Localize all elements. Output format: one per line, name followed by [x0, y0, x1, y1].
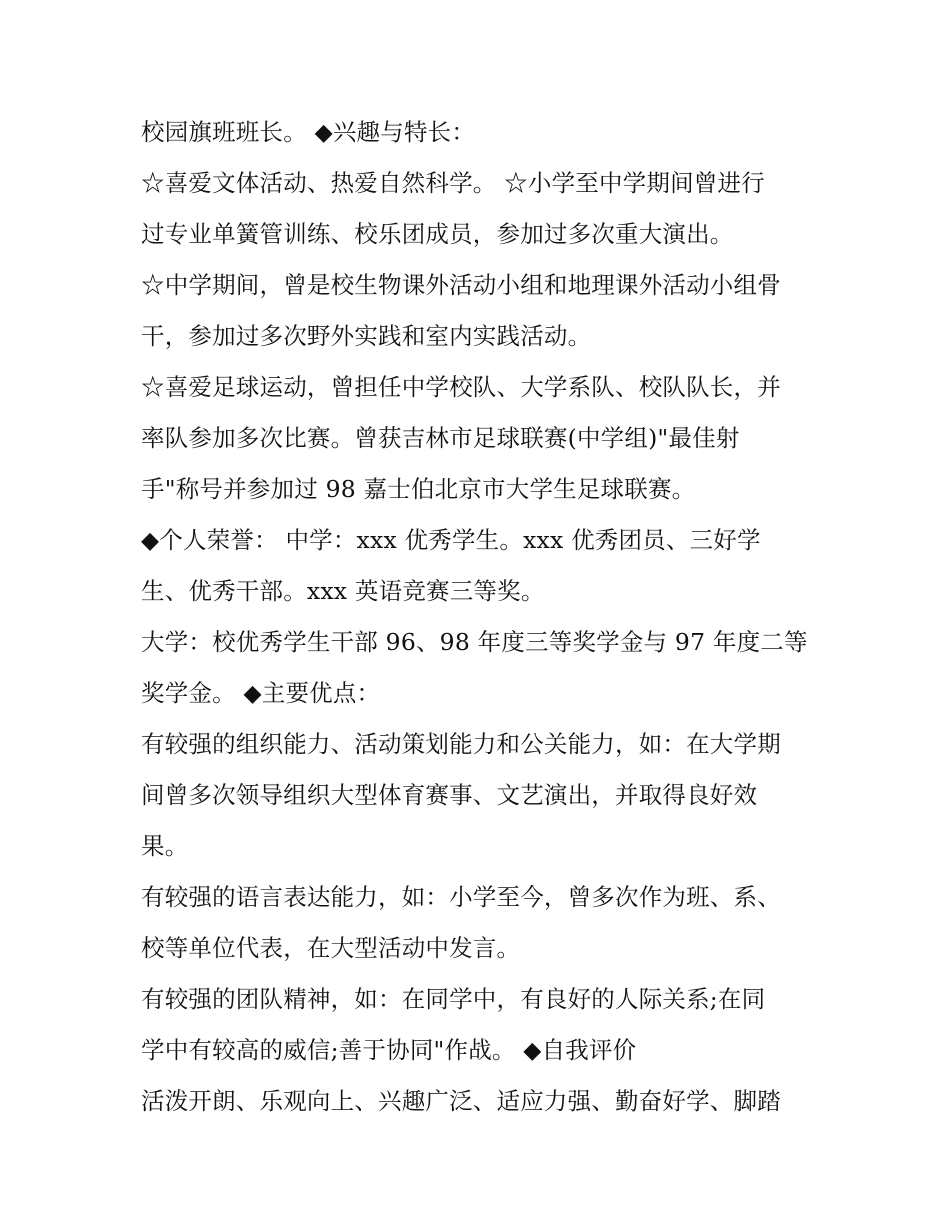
text-line: 有较强的组织能力、活动策划能力和公关能力，如：在大学期: [141, 730, 781, 758]
text-line: 手"称号并参加过 98 嘉士伯北京市大学生足球联赛。: [141, 475, 696, 503]
text-line: 学中有较高的威信;善于协同"作战。 ◆自我评价: [141, 1036, 637, 1064]
text-line: 率队参加多次比赛。曾获吉林市足球联赛(中学组)"最佳射: [141, 424, 740, 452]
text-line: 果。: [141, 832, 189, 860]
text-line: 生、优秀干部。xxx 英语竞赛三等奖。: [141, 577, 545, 605]
text-line: ☆中学期间，曾是校生物课外活动小组和地理课外活动小组骨: [141, 271, 781, 299]
text-line: ◆个人荣誉： 中学：xxx 优秀学生。xxx 优秀团员、三好学: [141, 526, 761, 554]
text-line: ☆喜爱足球运动，曾担任中学校队、大学系队、校队队长，并: [141, 373, 781, 401]
text-line: ☆喜爱文体活动、热爱自然科学。 ☆小学至中学期间曾进行: [141, 169, 765, 197]
text-line: 间曾多次领导组织大型体育赛事、文艺演出，并取得良好效: [141, 781, 758, 809]
text-line: 过专业单簧管训练、校乐团成员，参加过多次重大演出。: [141, 220, 734, 248]
text-line: 校园旗班班长。 ◆兴趣与特长：: [141, 118, 476, 146]
text-line: 活泼开朗、乐观向上、兴趣广泛、适应力强、勤奋好学、脚踏: [141, 1087, 781, 1115]
document-body: [141, 107, 831, 1127]
text-line: 大学：校优秀学生干部 96、98 年度三等奖学金与 97 年度二等: [141, 628, 808, 656]
text-line: 奖学金。 ◆主要优点：: [141, 679, 381, 707]
text-line: 有较强的语言表达能力，如：小学至今，曾多次作为班、系、: [141, 883, 781, 911]
text-line: 校等单位代表，在大型活动中发言。: [141, 934, 521, 962]
text-line: 干，参加过多次野外实践和室内实践活动。: [141, 322, 592, 350]
text-line: 有较强的团队精神，如：在同学中，有良好的人际关系;在同: [141, 985, 766, 1013]
